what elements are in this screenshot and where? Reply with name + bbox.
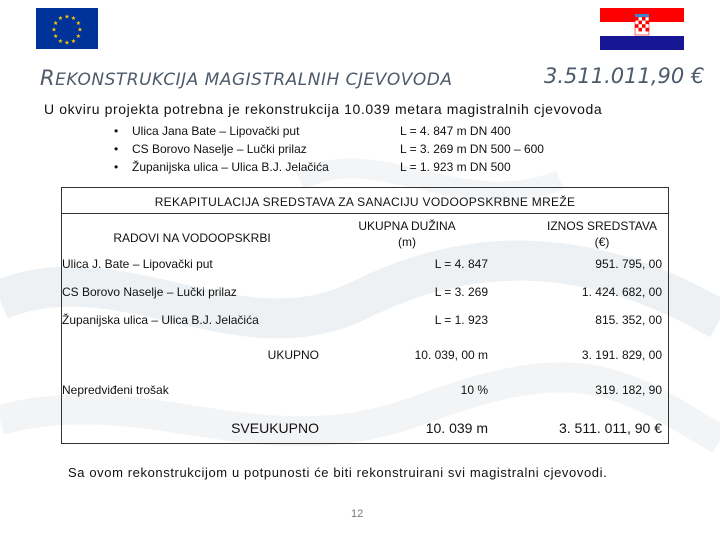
header-funds-line2: (€) [594, 235, 610, 249]
unforeseen-label: Nepredviđeni trošak [62, 383, 169, 397]
table-divider [62, 213, 668, 214]
row-amount: 1. 424. 682, 00 [581, 285, 662, 299]
header-length-line2: (m) [398, 235, 416, 249]
header-funds-line1: IZNOS SREDSTAVA [546, 219, 657, 233]
intro-text: U okviru projekta potrebna je rekonstrukcija 10.039 metara magistralnih cjevovoda [44, 101, 603, 117]
bullet-label: CS Borovo Naselje – Lučki prilaz [132, 142, 307, 156]
unforeseen-amount: 319. 182, 90 [595, 383, 662, 397]
eu-star-icon: ★ [77, 27, 83, 34]
eu-star-icon: ★ [70, 38, 77, 45]
eu-star-icon: ★ [70, 16, 77, 23]
grand-total-amount: 3. 511. 011, 90 € [558, 420, 662, 436]
eu-star-icon: ★ [64, 14, 70, 21]
eu-star-icon: ★ [57, 16, 64, 23]
header-funds [517, 218, 687, 250]
row-name: CS Borovo Naselje – Lučki prilaz [62, 285, 237, 299]
bullet-label: Ulica Jana Bate – Lipovački put [132, 124, 300, 138]
eu-star-icon: ★ [57, 38, 64, 45]
row-name: Županijska ulica – Ulica B.J. Jelačića [62, 313, 259, 327]
bullet-length: L = 1. 923 m DN 500 [400, 160, 511, 174]
grand-total-label: SVEUKUPNO [231, 420, 319, 436]
row-length: L = 4. 847 [434, 257, 488, 271]
header-length [327, 218, 487, 250]
header-length-line1: UKUPNA DUŽINA [358, 219, 456, 233]
list-item [114, 160, 674, 178]
croatia-flag-icon [600, 8, 684, 50]
bullet-icon: • [114, 142, 119, 156]
header-works: RADOVI NA VODOOPSKRBI [113, 231, 271, 245]
page-number: 12 [351, 508, 364, 520]
title-rest: EKONSTRUKCIJA MAGISTRALNIH CJEVOVODA [55, 70, 453, 90]
footer-note: Sa ovom rekonstrukcijom u potpunosti će biti rekonstruirani svi magistralni cjevovodi. [68, 465, 608, 480]
bullet-icon: • [114, 124, 119, 138]
eu-flag-icon [36, 8, 98, 49]
list-item [114, 124, 674, 142]
row-amount: 951. 795, 00 [595, 257, 662, 271]
eu-star-icon: ★ [53, 34, 59, 40]
bullet-length: L = 3. 269 m DN 500 – 600 [400, 142, 544, 156]
list-item [114, 142, 674, 160]
bullet-icon: • [114, 160, 119, 174]
eu-star-icon: ★ [53, 21, 59, 27]
pipeline-bullet-list [114, 124, 674, 178]
bullet-length: L = 4. 847 m DN 400 [400, 124, 511, 138]
row-name: Ulica J. Bate – Lipovački put [62, 257, 213, 271]
page-title [40, 66, 453, 90]
grand-total-length: 10. 039 m [425, 420, 488, 436]
subtotal-amount: 3. 191. 829, 00 [581, 348, 662, 362]
eu-star-icon: ★ [75, 34, 81, 40]
total-amount-heading: 3.511.011,90 € [544, 64, 705, 88]
eu-star-icon: ★ [75, 21, 81, 27]
subtotal-length: 10. 039, 00 m [414, 348, 488, 362]
row-amount: 815. 352, 00 [595, 313, 662, 327]
eu-star-icon: ★ [51, 27, 57, 34]
eu-star-icon: ★ [64, 40, 70, 47]
subtotal-label: UKUPNO [267, 348, 319, 362]
row-length: L = 3. 269 [434, 285, 488, 299]
title-first-letter: R [40, 66, 56, 90]
bullet-label: Županijska ulica – Ulica B.J. Jelačića [132, 160, 329, 174]
unforeseen-length: 10 % [460, 383, 488, 397]
recap-table [61, 187, 669, 444]
table-title: REKAPITULACIJA SREDSTAVA ZA SANACIJU VODOOPSKRBNE MREŽE [154, 195, 576, 209]
row-length: L = 1. 923 [434, 313, 488, 327]
